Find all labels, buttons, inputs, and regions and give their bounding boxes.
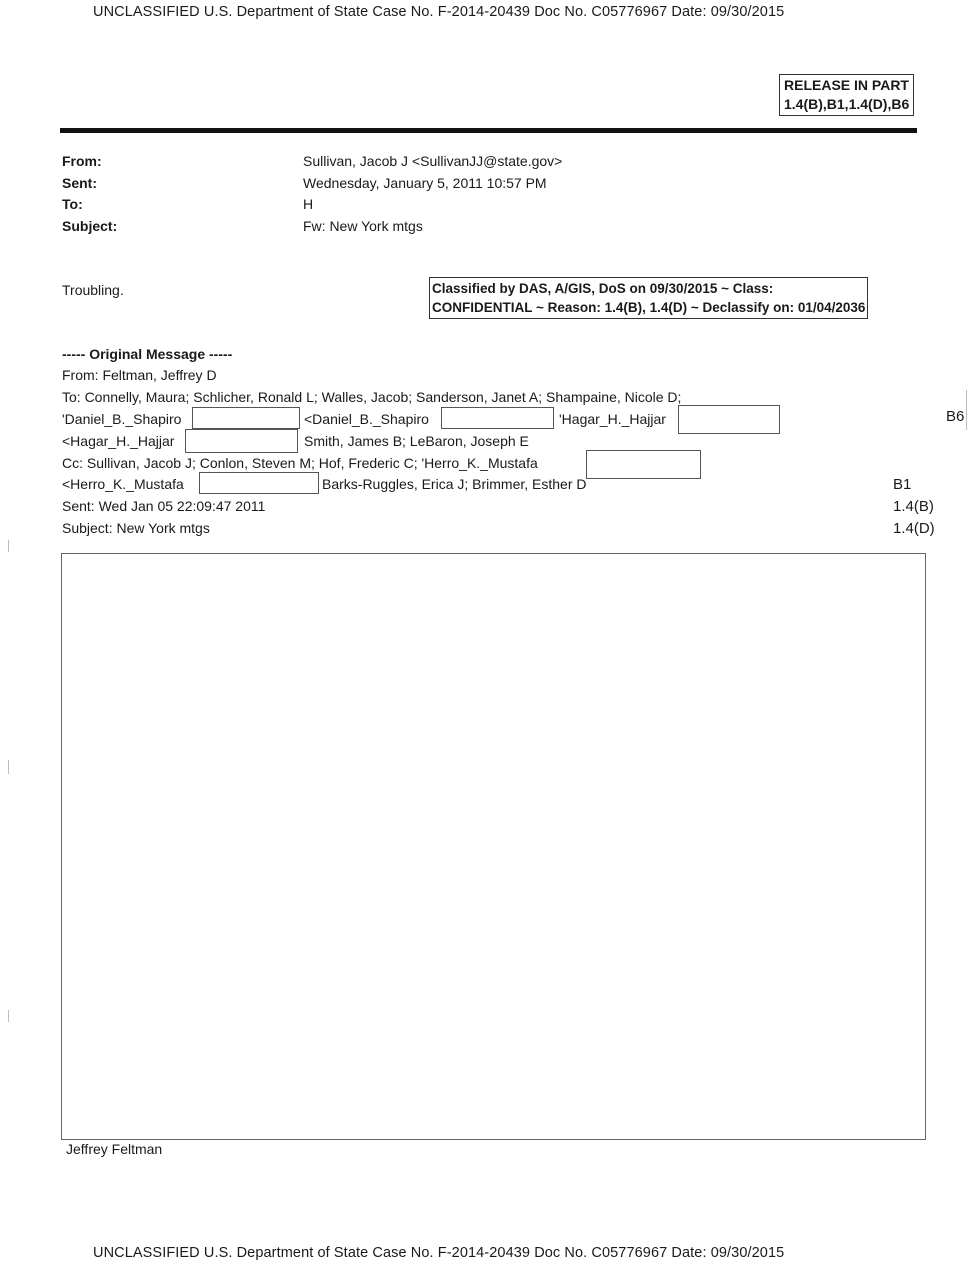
scan-speck (966, 390, 967, 430)
subject-value: Fw: New York mtgs (303, 218, 423, 234)
original-subject: Subject: New York mtgs (62, 520, 210, 536)
classification-line-1: Classified by DAS, A/GIS, DoS on 09/30/2015 ~ Class: (432, 281, 774, 296)
original-to-line-2a: 'Daniel_B._Shapiro (62, 411, 182, 427)
original-to-line-3b: Smith, James B; LeBaron, Joseph E (304, 433, 529, 449)
original-from: From: Feltman, Jeffrey D (62, 367, 217, 383)
exemption-code-b1: B1 (893, 476, 912, 493)
subject-label: Subject: (62, 218, 118, 234)
classification-box (429, 277, 868, 319)
release-line-1: RELEASE IN PART (784, 77, 909, 93)
release-line-2: 1.4(B),B1,1.4(D),B6 (784, 96, 910, 112)
sent-value: Wednesday, January 5, 2011 10:57 PM (303, 175, 547, 191)
original-to-line-2c: 'Hagar_H._Hajjar (559, 411, 666, 427)
redaction-box (586, 450, 701, 479)
scan-speck (8, 540, 9, 552)
release-stamp (779, 74, 914, 116)
banner-bottom: UNCLASSIFIED U.S. Department of State Case No. F-2014-20439 Doc No. C05776967 Date: 09/30/2015 (93, 1245, 785, 1261)
to-label: To: (62, 196, 83, 212)
classification-line-2: CONFIDENTIAL ~ Reason: 1.4(B), 1.4(D) ~ Declassify on: 01/04/2036 (432, 300, 866, 315)
redaction-box (185, 429, 298, 453)
original-to-line-3a: <Hagar_H._Hajjar (62, 433, 175, 449)
sent-label: Sent: (62, 175, 97, 191)
scan-speck (8, 1010, 9, 1022)
signature: Jeffrey Feltman (66, 1141, 163, 1157)
original-sent: Sent: Wed Jan 05 22:09:47 2011 (62, 498, 266, 514)
redaction-box (678, 405, 780, 434)
redaction-box (199, 472, 319, 494)
original-cc-line-2b: Barks-Ruggles, Erica J; Brimmer, Esther D (322, 476, 587, 492)
exemption-code-1-4b: 1.4(B) (893, 498, 934, 515)
redaction-box (192, 407, 300, 429)
original-message-title: ----- Original Message ----- (62, 346, 233, 362)
original-cc-line-1: Cc: Sullivan, Jacob J; Conlon, Steven M; Hof, Frederic C; 'Herro_K._Mustafa (62, 455, 538, 471)
large-redaction-box (61, 553, 926, 1140)
from-value: Sullivan, Jacob J <SullivanJJ@state.gov> (303, 153, 563, 169)
to-value: H (303, 196, 314, 212)
from-label: From: (62, 153, 102, 169)
banner-top: UNCLASSIFIED U.S. Department of State Case No. F-2014-20439 Doc No. C05776967 Date: 09/30/2015 (93, 4, 785, 20)
body-troubling: Troubling. (62, 282, 124, 298)
original-cc-line-2a: <Herro_K._Mustafa (62, 476, 184, 492)
exemption-code-b6: B6 (946, 408, 965, 425)
header-rule (60, 128, 917, 133)
redaction-box (441, 407, 554, 429)
exemption-code-1-4d: 1.4(D) (893, 520, 935, 537)
original-to-line-1: To: Connelly, Maura; Schlicher, Ronald L; Walles, Jacob; Sanderson, Janet A; Shampaine, Nicole D; (62, 389, 682, 405)
scan-speck (8, 760, 9, 774)
original-to-line-2b: <Daniel_B._Shapiro (304, 411, 429, 427)
